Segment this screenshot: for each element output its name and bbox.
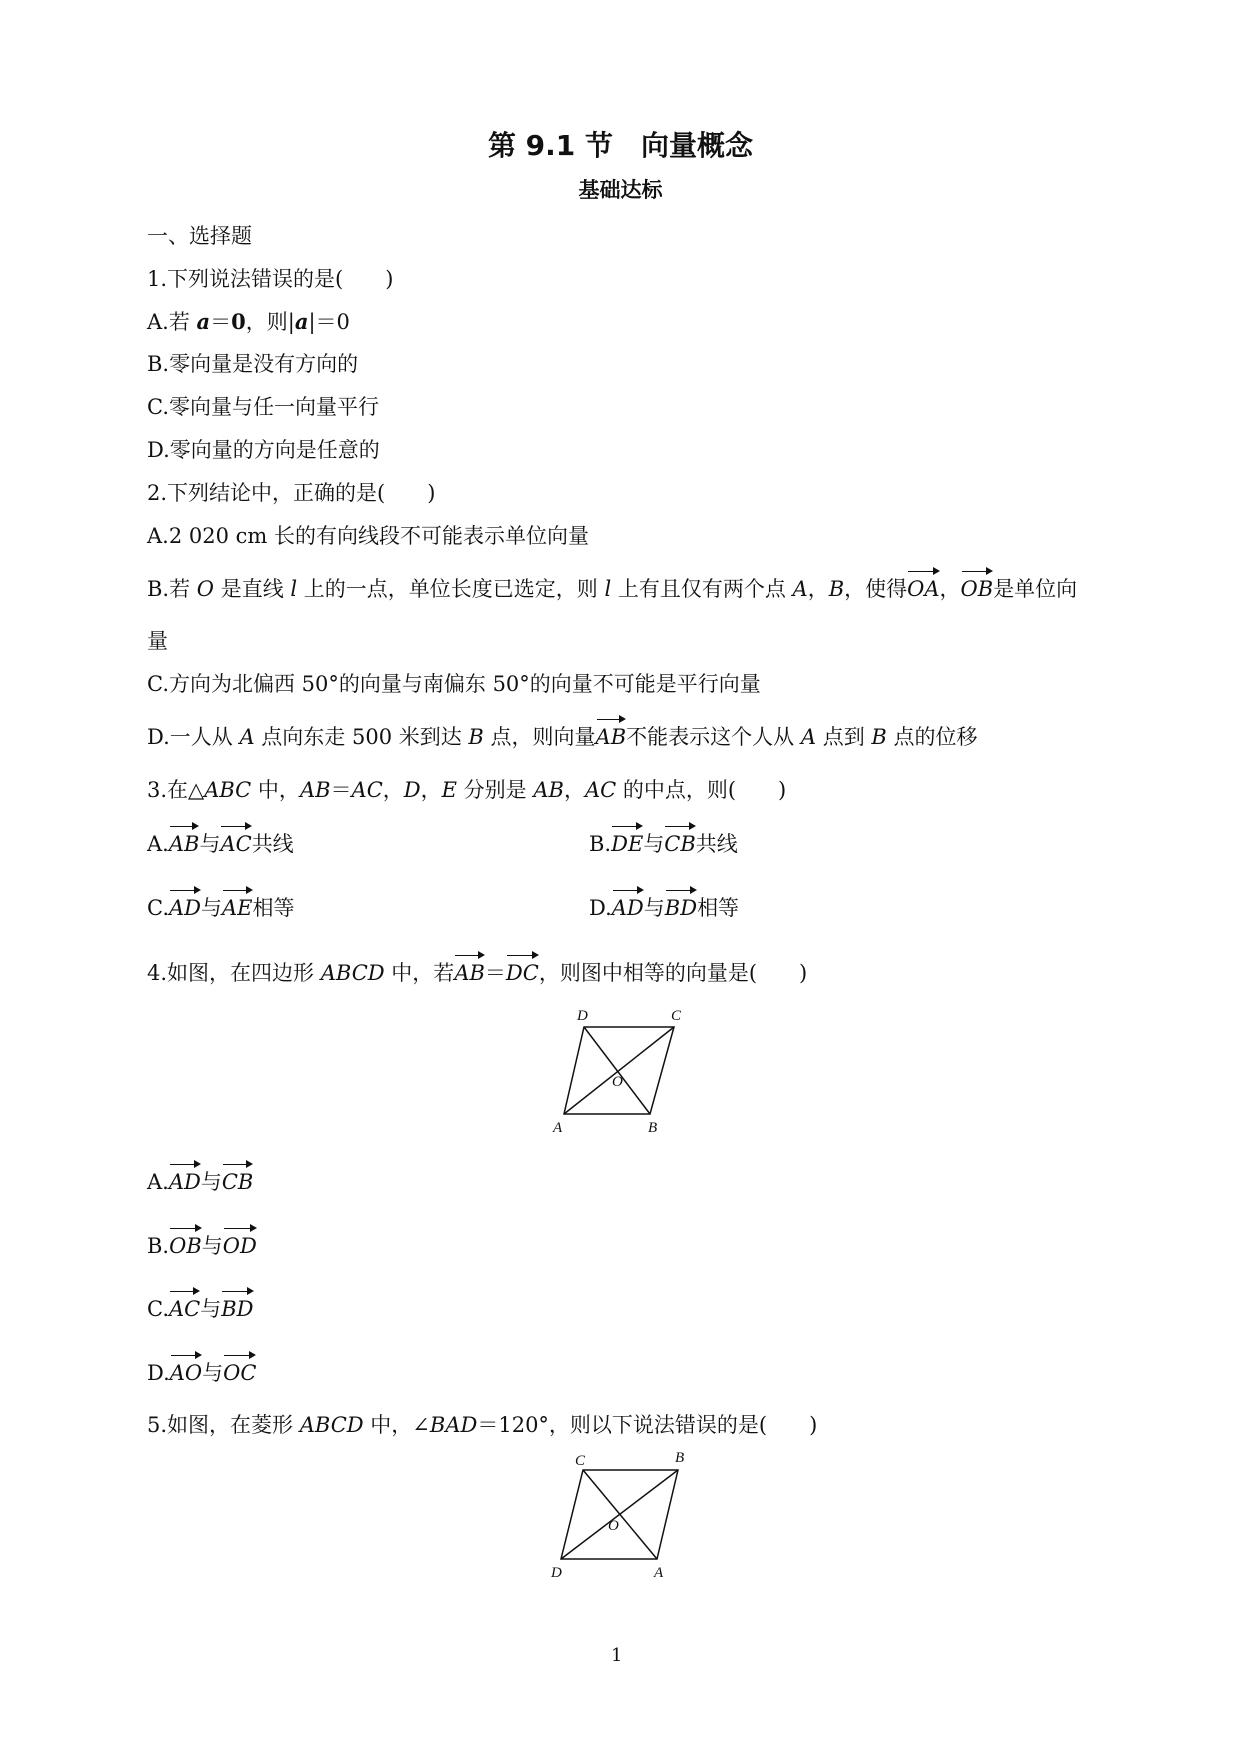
question-3-option-b: B.DE与CB共线	[589, 832, 738, 856]
question-2-option-b-continued: 量	[147, 629, 168, 653]
point-label-o: O	[612, 1074, 623, 1090]
point-label-c: C	[671, 1008, 682, 1024]
question-2-stem: 2.下列结论中，正确的是( )	[147, 481, 436, 505]
point-label-c: C	[575, 1453, 586, 1469]
question-2-option-a: A.2 020 cm 长的有向线段不可能表示单位向量	[147, 524, 589, 548]
point-label-a: A	[654, 1565, 664, 1581]
diagonal-bd	[584, 1027, 650, 1114]
question-3-option-c: C.AD与AE相等	[147, 896, 295, 920]
question-3-option-a: A.AB与AC共线	[147, 832, 294, 856]
question-1-option-a: A.若 a＝0，则|a|＝0	[147, 309, 350, 334]
vector-ob: OB	[960, 577, 994, 601]
question-3-stem: 3.在△ABC 中，AB＝AC，D，E 分别是 AB，AC 的中点，则( )	[147, 778, 787, 802]
question-4-option-a: A.AD与CB	[147, 1170, 254, 1194]
question-4-stem: 4.如图，在四边形 ABCD 中，若AB＝DC，则图中相等的向量是( )	[147, 961, 808, 985]
question-4-option-c: C.AC与BD	[147, 1297, 254, 1321]
point-label-d: D	[577, 1008, 588, 1024]
question-1-stem: 1.下列说法错误的是( )	[147, 267, 394, 291]
question-1-option-d: D.零向量的方向是任意的	[147, 438, 380, 462]
parallelogram-diagram-question-4	[548, 1005, 698, 1135]
question-5-stem: 5.如图，在菱形 ABCD 中，∠BAD＝120°，则以下说法错误的是( )	[147, 1413, 818, 1437]
point-label-o: O	[608, 1518, 619, 1534]
point-label-b: B	[648, 1120, 658, 1136]
section-heading: 一、选择题	[147, 224, 252, 248]
question-2-option-c: C.方向为北偏西 50°的向量与南偏东 50°的向量不可能是平行向量	[147, 672, 761, 696]
point-label-d: D	[551, 1565, 562, 1581]
question-3-option-d: D.AD与BD相等	[589, 896, 740, 920]
point-label-a: A	[553, 1120, 563, 1136]
rhombus-diagram-question-5	[545, 1450, 705, 1582]
vector-ab: AB	[595, 725, 627, 749]
question-4-option-b: B.OB与OD	[147, 1234, 257, 1258]
question-1-option-b: B.零向量是没有方向的	[147, 352, 359, 376]
vector-oa: OA	[907, 577, 940, 601]
point-label-b: B	[675, 1450, 685, 1466]
question-2-option-b: B.若 O 是直线 l 上的一点，单位长度已选定，则 l 上有且仅有两个点 A，B，使得OA，OB是单位向	[147, 577, 1078, 601]
diagonal-ca	[583, 1470, 657, 1559]
question-4-option-d: D.AO与OC	[147, 1361, 257, 1385]
question-1-option-c: C.零向量与任一向量平行	[147, 395, 379, 419]
page-number: 1	[611, 1645, 623, 1666]
question-2-option-d: D.一人从 A 点向东走 500 米到达 B 点，则向量AB不能表示这个人从 A 点到 B 点的位移	[147, 725, 978, 749]
subtitle: 基础达标	[578, 178, 663, 202]
page-title: 第 9.1 节 向量概念	[487, 129, 754, 162]
